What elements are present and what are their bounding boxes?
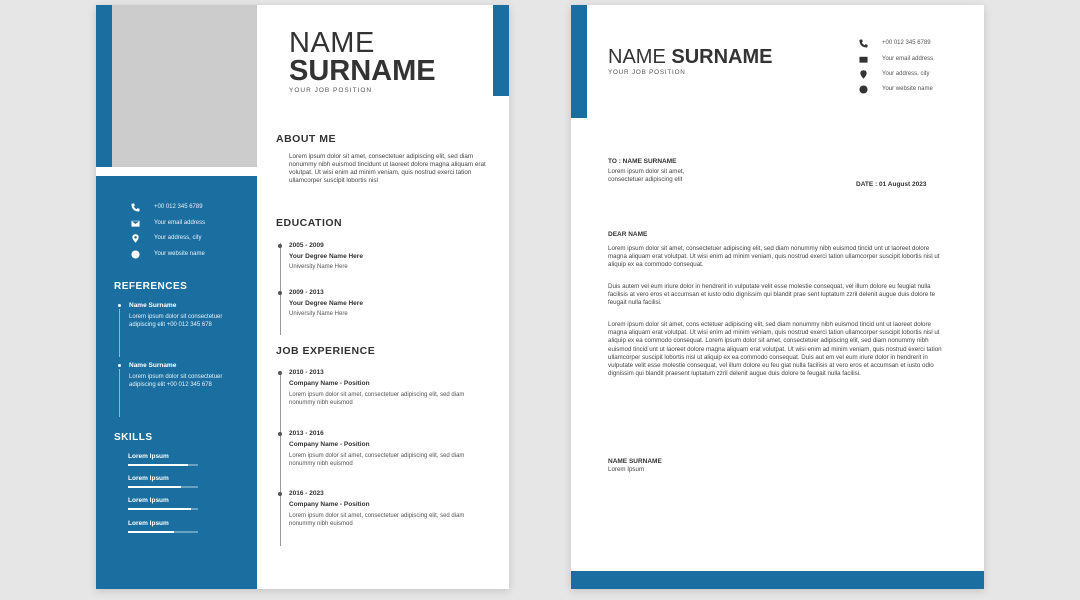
email-icon [858, 54, 868, 64]
bullet-dot [118, 304, 121, 307]
reference-line [119, 309, 120, 357]
bullet-dot [118, 364, 121, 367]
education-degree: Your Degree Name Here [289, 300, 363, 307]
letter-date: DATE : 01 August 2023 [856, 181, 927, 188]
letter-job-position: YOUR JOB POSITION [608, 69, 686, 76]
timeline-dot [278, 492, 282, 496]
skill-item [128, 520, 198, 533]
skill-label: Lorem Ipsum [128, 475, 169, 482]
contact-phone [130, 201, 203, 213]
reference-name: Name Surname [129, 302, 177, 309]
reference-name: Name Surname [129, 362, 177, 369]
skill-bar-fill [128, 531, 174, 533]
skill-label: Lorem Ipsum [128, 497, 169, 504]
reference-line [119, 369, 120, 417]
experience-heading: JOB EXPERIENCE [276, 345, 376, 357]
photo-frame [96, 5, 257, 167]
skill-item [128, 497, 198, 510]
references-heading: REFERENCES [114, 281, 188, 292]
letter-footer-bar [571, 571, 984, 589]
contact-email [130, 217, 205, 229]
about-text: Lorem ipsum dolor sit amet, consectetuer adipiscing elit, sed diam nonummy nibh euismod tincidunt ut laoreet dolore magna aliquam erat volutpat. Ut wisi enim ad minim veniam, quis nostrud exerci tation ullamcorper suscipit lobortis nisl [289, 153, 486, 184]
contact-text: +00 012 345 6789 [882, 40, 931, 46]
letter-contact-phone [858, 38, 931, 48]
header-accent-bar [493, 5, 509, 96]
letter-paragraph: Lorem ipsum dolor sit amet, cons ectetuer adipiscing elit, sed diam nonummy nibh euismod tincid unt ut laoreet dolore magna aliquam erat volutpat. Ut wisi enim ad minim veniam, quis nostrud exerci tation ullamcorper suscipit lobortis nisl ut aliquip ex ea commodo consequat. Lorem ipsum dolor sit amet, consectetuer adipiscing elit, sed diam nonummy nibh euismod tincid unt ut laoreet dolore magna aliquam erat volutpat. Ut wisi enim ad minim veniam, quis nostrud exerci tation ullamcorper suscipit lobortis nisl ut aliquip ex ea commodo consequat. Duis aut em vel eum iriure dolor in hendrerit in vulputate velit esse molestie consequat, vel illum dolore eu feu giat nulla facilisis at vero eros et accumsan et iusto odio dignissim qui blandit praesent luptatum zzril delenit augue duis dolore te feugait nulla facilisi. [608, 321, 942, 378]
contact-text: +00 012 345 6789 [154, 204, 203, 210]
salutation: DEAR NAME [608, 231, 648, 238]
signature-subtitle: Lorem Ipsum [608, 466, 645, 473]
timeline-dot [278, 244, 282, 248]
education-degree: Your Degree Name Here [289, 253, 363, 260]
letter-name [608, 46, 772, 69]
globe-icon [858, 84, 868, 94]
recipient-label: TO : NAME SURNAME [608, 158, 677, 165]
skill-item [128, 453, 198, 466]
location-pin-icon [130, 233, 140, 243]
education-timeline-line [280, 243, 281, 335]
education-years: 2005 - 2009 [289, 242, 324, 249]
timeline-dot [278, 371, 282, 375]
skill-bar [128, 508, 198, 510]
skill-bar [128, 486, 198, 488]
experience-years: 2013 - 2016 [289, 430, 324, 437]
contact-text: Your email address [882, 56, 934, 62]
email-icon [130, 218, 140, 228]
timeline-dot [278, 291, 282, 295]
resume-sidebar [96, 176, 257, 589]
contact-text: Your email address [154, 220, 206, 226]
letter-first-name: NAME [608, 46, 666, 68]
experience-role: Company Name - Position [289, 441, 370, 448]
reference-text: Lorem ipsum dolor sit consectetuer adipiscing elit +00 012 345 678 [129, 314, 223, 328]
contact-address [130, 232, 201, 244]
experience-text: Lorem ipsum dolor sit amet, consectetuer adipiscing elit, sed diam nonummy nibh euismod [289, 453, 465, 467]
education-school: University Name Here [289, 311, 348, 317]
contact-website [130, 248, 205, 260]
experience-text: Lorem ipsum dolor sit amet, consectetuer adipiscing elit, sed diam nonummy nibh euismod [289, 392, 465, 406]
skill-bar [128, 464, 198, 466]
resume-job-position: YOUR JOB POSITION [289, 87, 373, 94]
contact-text: Your website name [154, 251, 205, 257]
resume-first-name: NAME [289, 27, 375, 59]
skill-bar-fill [128, 486, 181, 488]
education-school: University Name Here [289, 264, 348, 270]
education-years: 2009 - 2013 [289, 289, 324, 296]
phone-icon [858, 38, 868, 48]
skill-item [128, 475, 198, 488]
letter-contact-email [858, 54, 933, 64]
reference-text: Lorem ipsum dolor sit consectetuer adipiscing elit +00 012 345 678 [129, 374, 223, 388]
skill-label: Lorem Ipsum [128, 453, 169, 460]
letter-paragraph: Lorem ipsum dolor sit amet, consectetuer adipiscing elit, sed diam nonummy nibh euismod tincid unt ut laoreet dolore magna aliquam erat volutpat. Ut wisi enim ad minim veniam, quis nostrud exerci tation ullamcorper suscipit lobortis nisl ut aliquip ex ea commodo consequat. [608, 245, 940, 269]
signature-name: NAME SURNAME [608, 458, 662, 465]
timeline-dot [278, 432, 282, 436]
experience-years: 2016 - 2023 [289, 490, 324, 497]
contact-text: Your address, city [882, 71, 930, 77]
experience-role: Company Name - Position [289, 501, 370, 508]
letter-contact-website [858, 84, 933, 94]
education-heading: EDUCATION [276, 217, 343, 229]
experience-years: 2010 - 2013 [289, 369, 324, 376]
letter-contact-address [858, 69, 929, 79]
skill-bar-fill [128, 464, 188, 466]
resume-page [96, 5, 509, 589]
resume-last-name: SURNAME [289, 55, 436, 87]
profile-photo-placeholder [112, 5, 257, 167]
skills-heading: SKILLS [114, 432, 153, 443]
contact-text: Your website name [882, 86, 933, 92]
about-heading: ABOUT ME [276, 133, 336, 145]
location-pin-icon [858, 69, 868, 79]
experience-timeline-line [280, 371, 281, 546]
letter-accent-bar [571, 5, 587, 118]
skill-bar-fill [128, 508, 191, 510]
phone-icon [130, 202, 140, 212]
letter-last-name: SURNAME [671, 46, 773, 68]
recipient-text: Lorem ipsum dolor sit amet, consectetuer adipiscing elit [608, 168, 685, 184]
skill-bar [128, 531, 198, 533]
skill-label: Lorem Ipsum [128, 520, 169, 527]
experience-role: Company Name - Position [289, 380, 370, 387]
globe-icon [130, 249, 140, 259]
cover-letter-page [571, 5, 984, 589]
letter-paragraph: Duis autem vel eum iriure dolor in hendrerit in vulputate velit esse molestie consequat, vel illum dolore eu feugiat nulla facilisis at vero eros et accumsan et iusto odio dignissim qui blandit prae sent luptatum zzril delenit augue duis dolore te feugait nulla facilisi. [608, 283, 936, 307]
contact-text: Your address, city [154, 235, 202, 241]
experience-text: Lorem ipsum dolor sit amet, consectetuer adipiscing elit, sed diam nonummy nibh euismod [289, 513, 465, 527]
